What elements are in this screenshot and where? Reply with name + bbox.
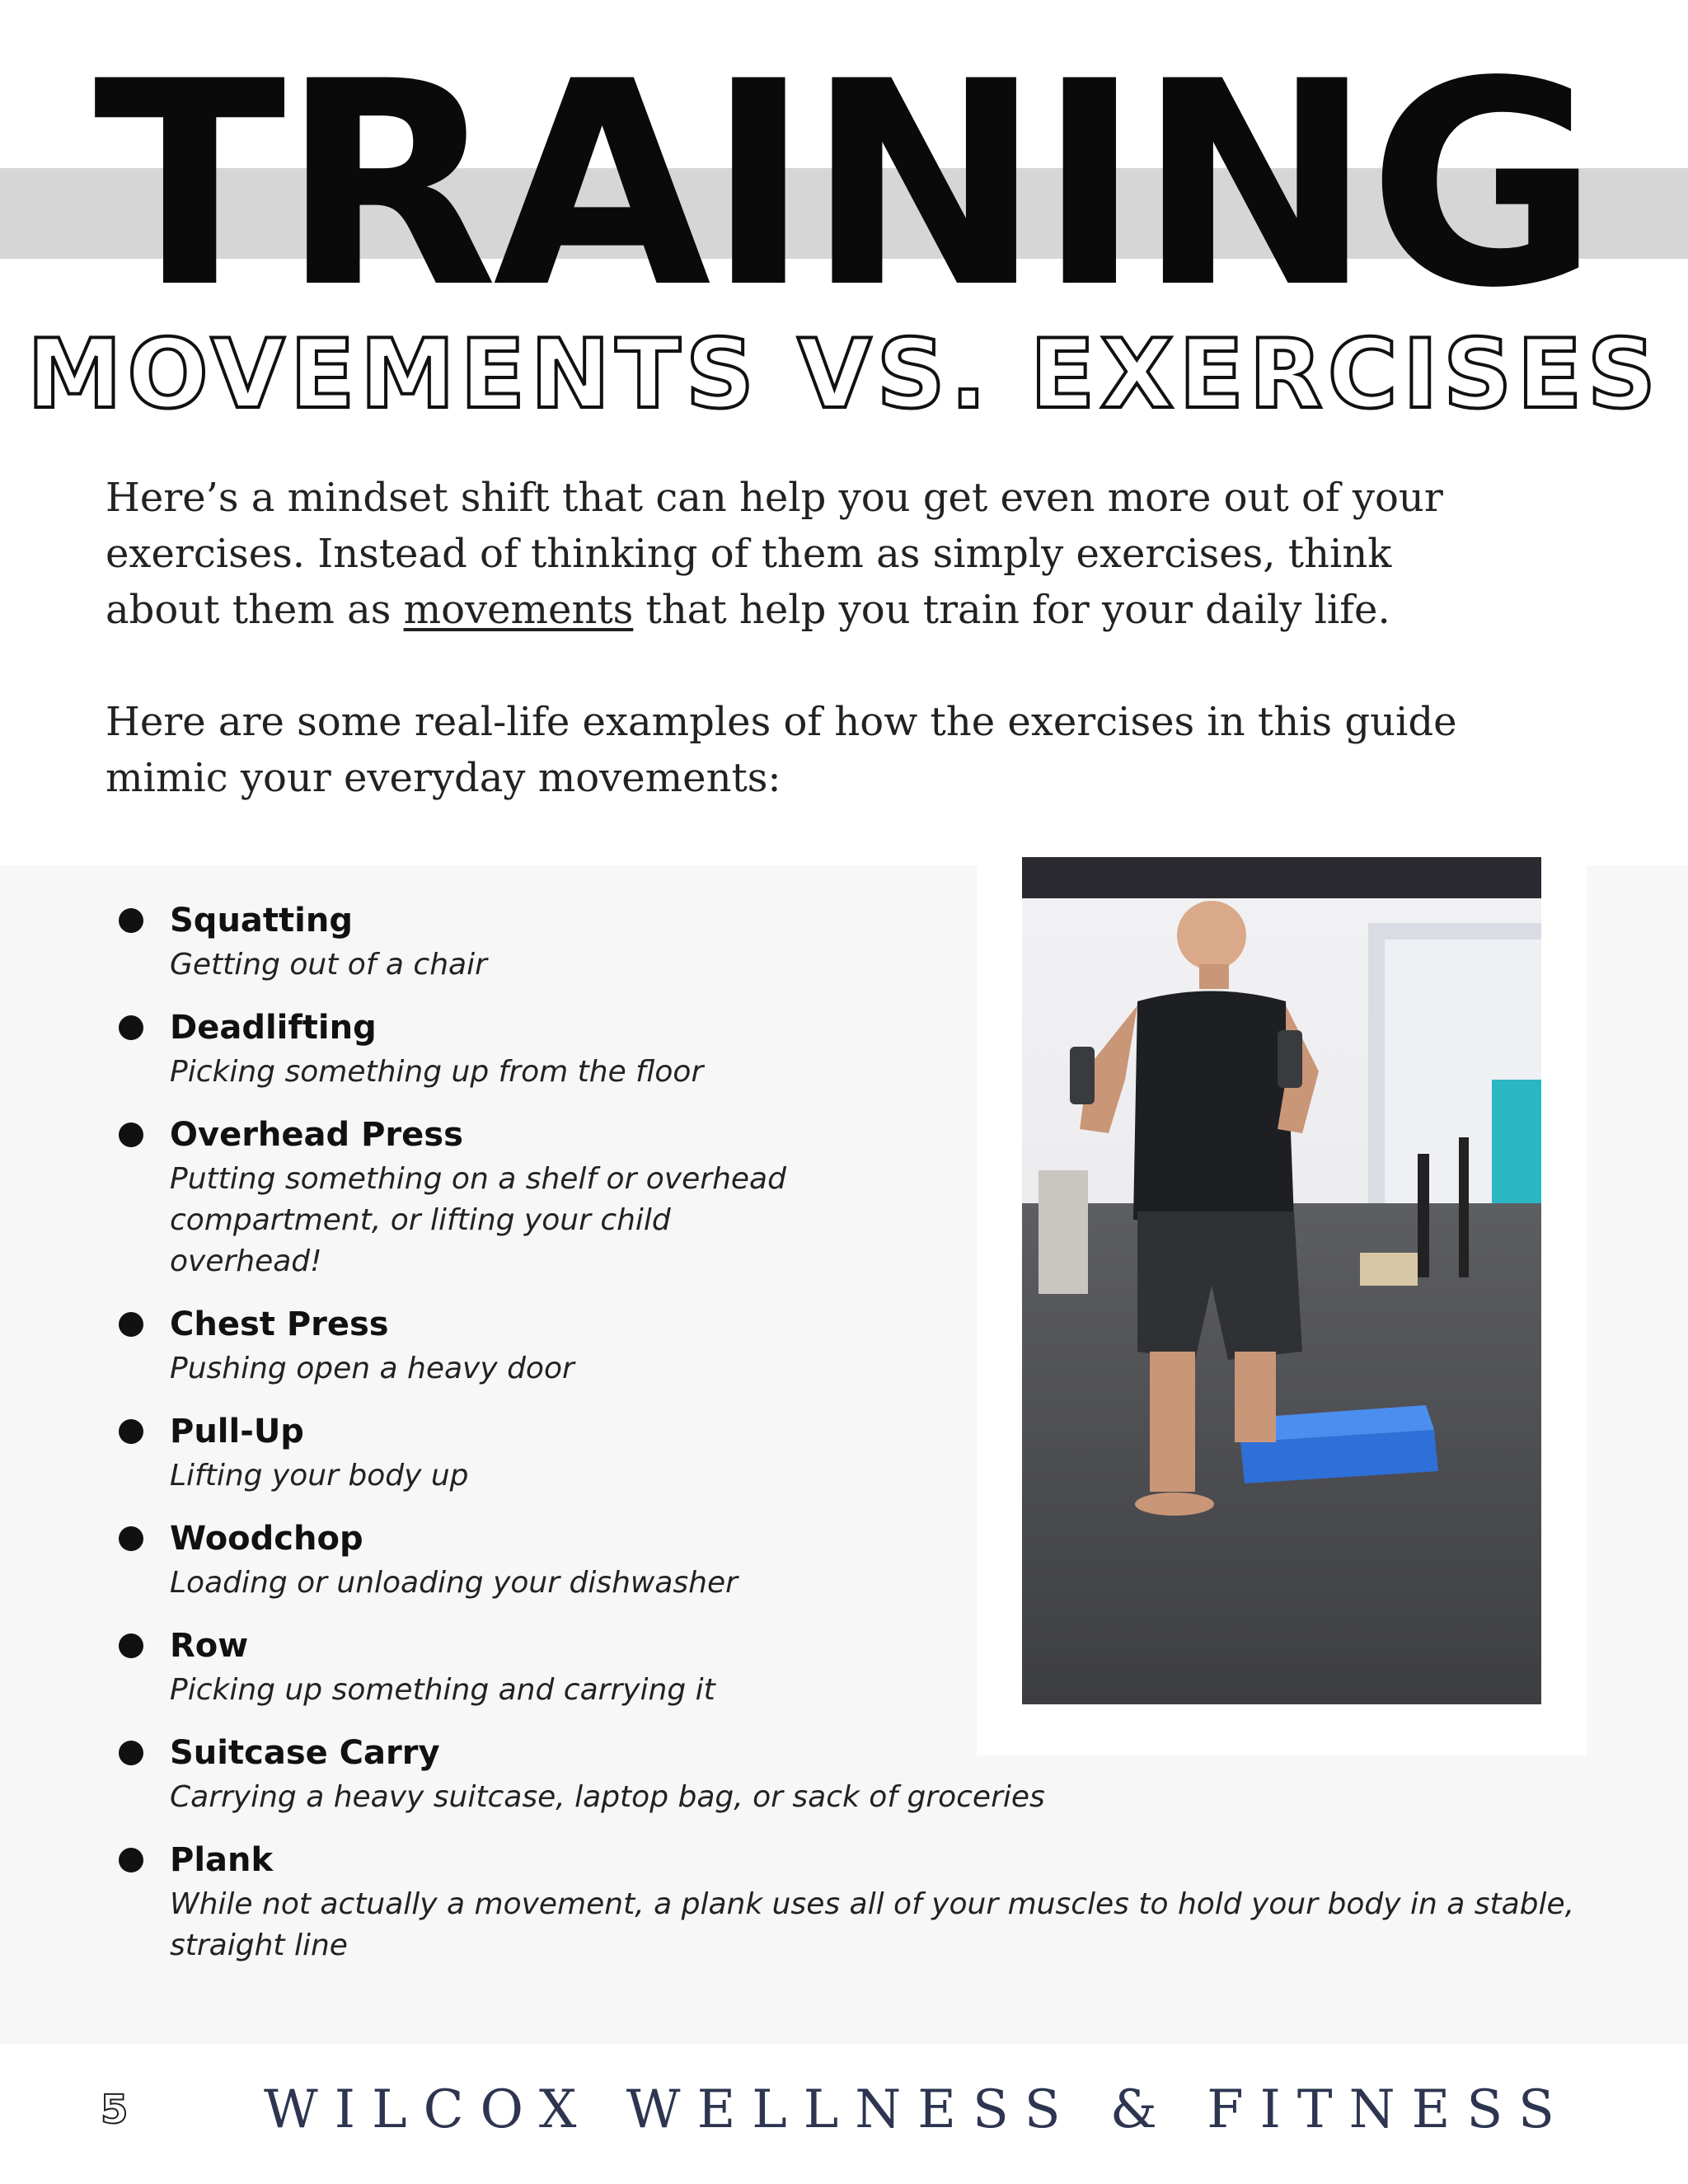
list-item	[115, 1004, 1599, 1093]
page-number: 5	[101, 2087, 129, 2133]
list-item	[115, 1836, 1599, 1966]
movement-description: While not actually a movement, a plank uses all of your muscles to hold your body in a stable, straight line	[170, 1887, 1575, 1962]
movement-title: Overhead Press	[170, 1116, 463, 1154]
intro-p1-start: Here’s a mindset shift that can help you get even more out of your exercises. Instead of thinking of them as simply exercises, think about them as	[106, 475, 1443, 633]
bullet-icon	[119, 1419, 143, 1444]
movement-description: Pushing open a heavy door	[170, 1352, 574, 1385]
bullet-icon	[119, 1015, 143, 1040]
movement-title: Suitcase Carry	[170, 1734, 440, 1772]
movement-description: Picking up something and carrying it	[170, 1673, 715, 1707]
list-item	[115, 1622, 1599, 1711]
footer-brand: WILCOX WELLNESS & FITNESS	[264, 2079, 1571, 2140]
movement-description: Getting out of a chair	[170, 948, 487, 982]
movement-title: Woodchop	[170, 1520, 363, 1558]
page-title: TRAINING	[93, 21, 1595, 349]
movement-title: Chest Press	[170, 1305, 389, 1343]
bullet-icon	[119, 1312, 143, 1337]
movement-title: Plank	[170, 1841, 274, 1879]
list-item	[115, 897, 1599, 986]
bullet-icon	[119, 1741, 143, 1765]
movement-description: Carrying a heavy suitcase, laptop bag, or sack of groceries	[170, 1780, 1045, 1814]
bullet-icon	[119, 908, 143, 933]
movement-description: Putting something on a shelf or overhead compartment, or lifting your child overhead!	[170, 1162, 786, 1278]
list-item	[115, 1515, 1599, 1604]
intro-paragraph-1	[106, 470, 1507, 638]
list-item	[115, 1111, 1599, 1282]
list-item	[115, 1408, 1599, 1497]
movement-list	[115, 897, 1599, 1966]
list-item	[115, 1729, 1599, 1818]
list-item	[115, 1301, 1599, 1390]
bullet-icon	[119, 1633, 143, 1658]
movement-title: Squatting	[170, 902, 353, 940]
bullet-icon	[119, 1122, 143, 1147]
bullet-icon	[119, 1848, 143, 1872]
movements-emphasis: movements	[403, 587, 634, 633]
movement-title: Pull-Up	[170, 1413, 304, 1451]
bullet-icon	[119, 1526, 143, 1551]
intro-p1-end: that help you train for your daily life.	[633, 587, 1390, 633]
page-subtitle: MOVEMENTS VS. EXERCISES	[26, 319, 1662, 430]
movement-description: Picking something up from the floor	[170, 1055, 704, 1089]
intro-text	[106, 470, 1507, 862]
movement-description: Loading or unloading your dishwasher	[170, 1566, 738, 1600]
intro-paragraph-2: Here are some real-life examples of how the exercises in this guide mimic your everyday movements:	[106, 699, 1457, 801]
movement-description: Lifting your body up	[170, 1459, 469, 1493]
movement-title: Deadlifting	[170, 1009, 377, 1047]
movement-title: Row	[170, 1627, 249, 1665]
